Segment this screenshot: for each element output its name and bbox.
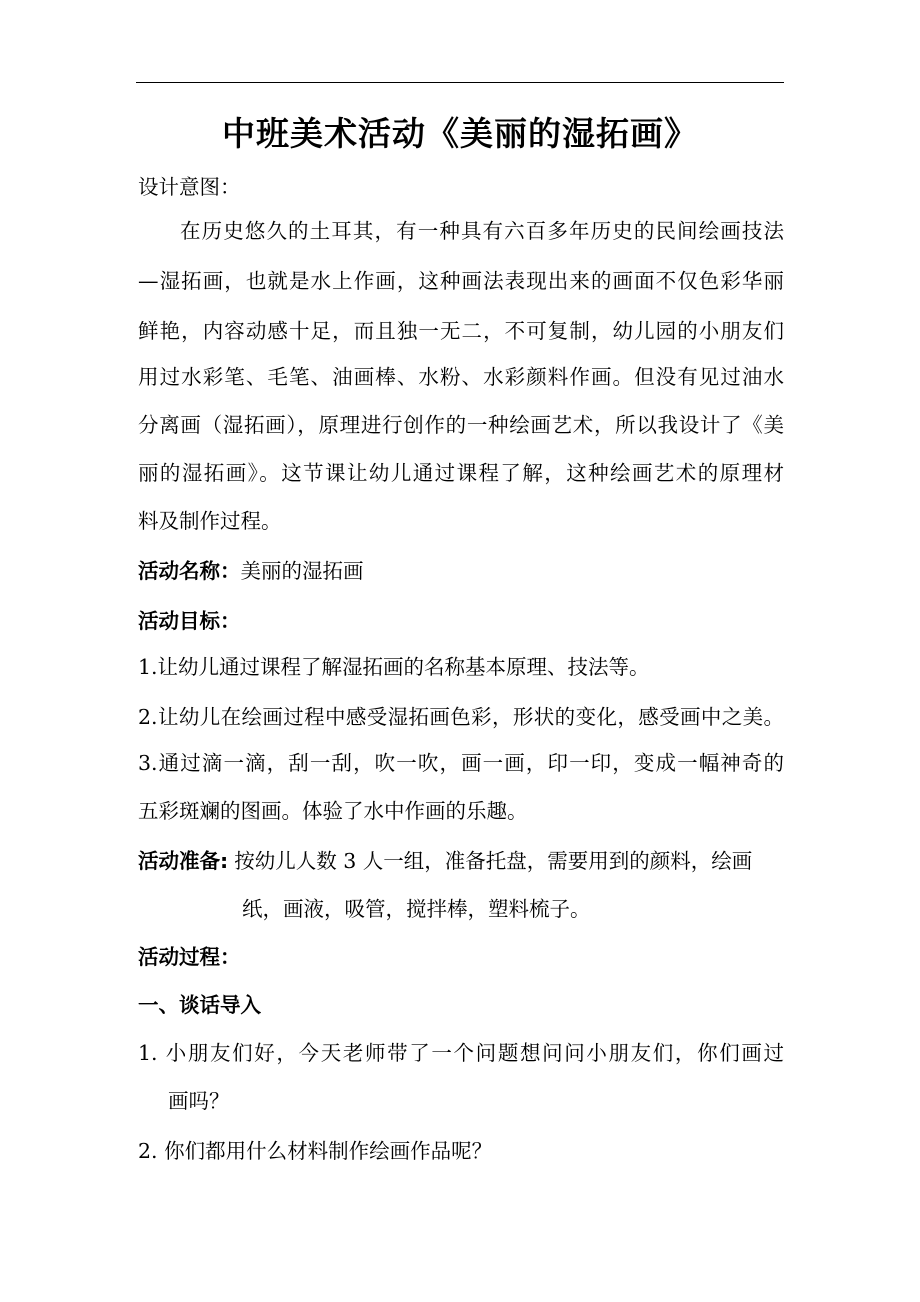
- question-1: 1. 小朋友们好，今天老师带了一个问题想问问小朋友们，你们画过: [138, 1041, 784, 1065]
- intro-line: 丽的湿拓画》。这节课让幼儿通过课程了解，这种绘画艺术的原理材: [138, 461, 784, 485]
- intro-line: 料及制作过程。: [138, 509, 282, 533]
- prep-row: [138, 846, 784, 876]
- section-heading: 一、谈话导入: [138, 993, 261, 1017]
- activity-name-value: 美丽的湿拓画: [240, 559, 364, 583]
- activity-name-label: 活动名称：: [138, 559, 241, 583]
- intro-line: 用过水彩笔、毛笔、油画棒、水粉、水彩颜料作画。但没有见过油水: [138, 365, 784, 389]
- intro-line: 分离画（湿拓画），原理进行创作的一种绘画艺术，所以我设计了《美: [138, 413, 784, 437]
- prep-line-2: 纸，画液，吸管，搅拌棒，塑料梳子。: [242, 897, 591, 921]
- page-title: 中班美术活动《美丽的湿拓画》: [222, 114, 698, 153]
- intro-line: —湿拓画，也就是水上作画，这种画法表现出来的画面不仅色彩华丽: [138, 269, 784, 293]
- prep-line-1: 按幼儿人数 3 人一组，准备托盘，需要用到的颜料，绘画: [234, 849, 753, 873]
- prep-label: 活动准备:: [138, 849, 229, 873]
- activity-name-row: [138, 556, 784, 586]
- intro-line: 鲜艳，内容动感十足，而且独一无二，不可复制，幼儿园的小朋友们: [138, 319, 784, 343]
- goal-item: 1.让幼儿通过课程了解湿拓画的名称基本原理、技法等。: [138, 655, 650, 679]
- goals-label: 活动目标：: [138, 609, 241, 633]
- process-label: 活动过程：: [138, 945, 241, 969]
- design-intent-label: 设计意图：: [138, 175, 241, 199]
- question-2: 2. 你们都用什么材料制作绘画作品呢？: [138, 1139, 493, 1163]
- goal-item: 3.通过滴一滴，刮一刮，吹一吹，画一画，印一印，变成一幅神奇的: [138, 751, 784, 775]
- intro-line: 在历史悠久的土耳其，有一种具有六百多年历史的民间绘画技法: [180, 219, 784, 243]
- goal-item: 五彩斑斓的图画。体验了水中作画的乐趣。: [138, 799, 528, 823]
- header-rule: [136, 82, 784, 83]
- question-1-cont: 画吗？: [168, 1089, 230, 1113]
- goal-item: 2.让幼儿在绘画过程中感受湿拓画色彩，形状的变化，感受画中之美。: [138, 705, 784, 729]
